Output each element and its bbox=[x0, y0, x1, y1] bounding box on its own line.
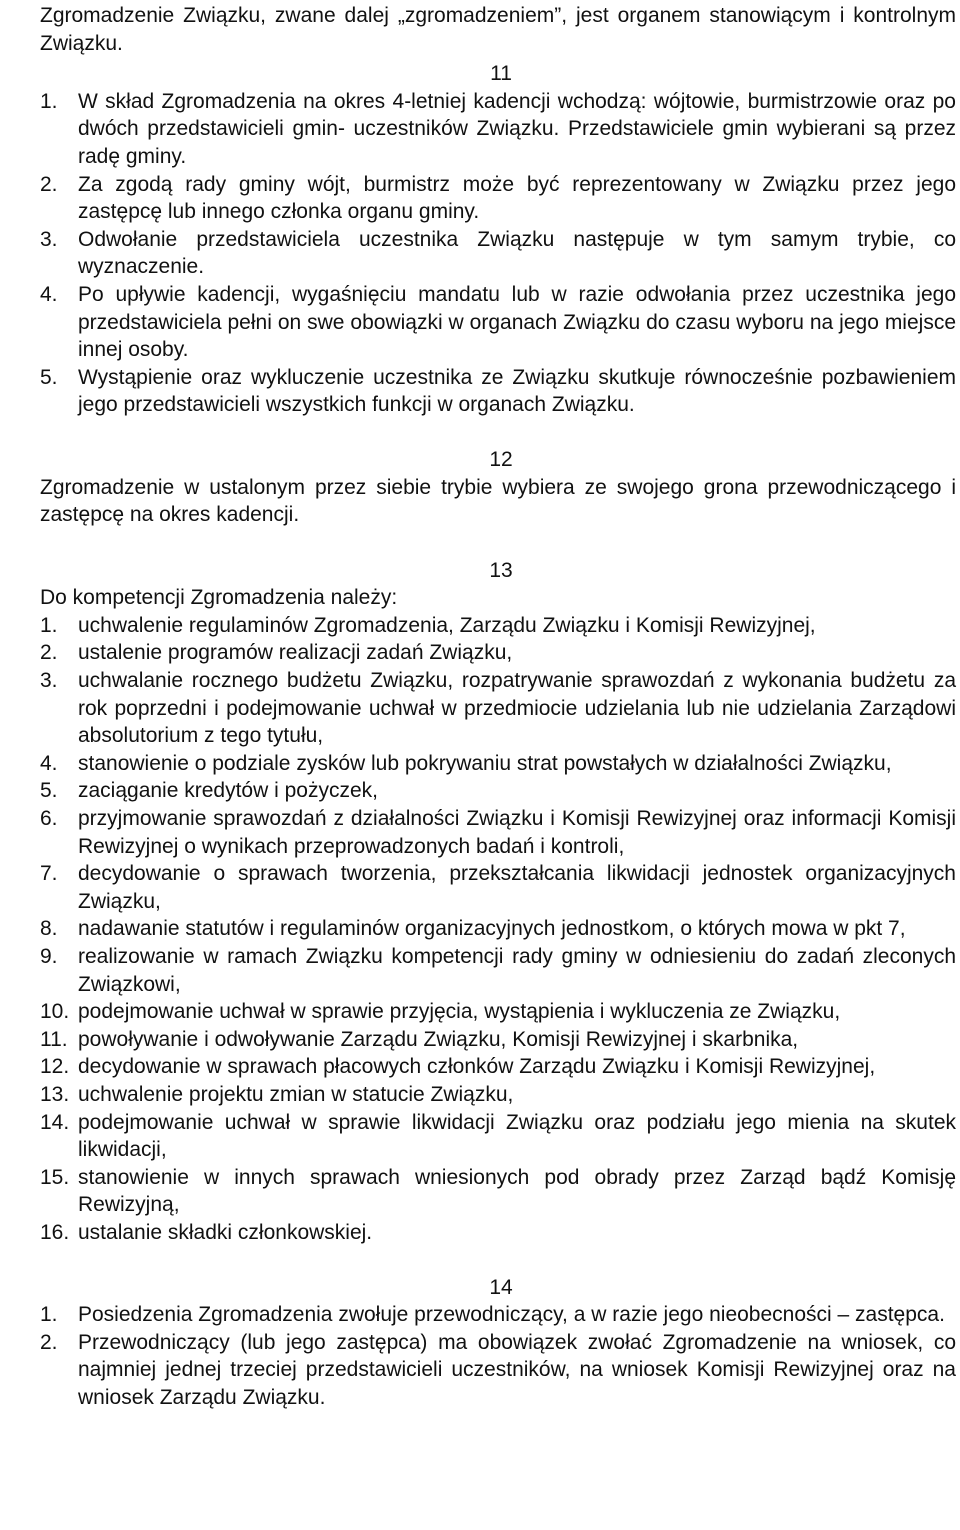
intro-text: Zgromadzenie Związku, zwane dalej „zgromadzeniem”, jest organem stanowiącym i kontrolnym Związku. bbox=[40, 4, 956, 55]
section-heading-12: 12 bbox=[489, 447, 513, 471]
list-item: 14. podejmowanie uchwał w sprawie likwidacji Związku oraz podziału jego mienia na skutek likwidacji, bbox=[40, 1110, 956, 1162]
list-item: 5. zaciąganie kredytów i pożyczek, bbox=[40, 779, 378, 803]
section-14-paragraph: 1. Posiedzenia Zgromadzenia zwołuje przewodniczący, a w razie jego nieobecności – zastępca. bbox=[40, 1303, 945, 1327]
list-item: 10. podejmowanie uchwał w sprawie przyjęcia, wystąpienia i wykluczenia ze Związku, bbox=[40, 1000, 841, 1024]
section-13-lead: Do kompetencji Zgromadzenia należy: bbox=[40, 586, 398, 610]
list-item: 8. nadawanie statutów i regulaminów organizacyjnych jednostkom, o których mowa w pkt 7, bbox=[40, 917, 906, 941]
section-11-paragraph: 5. Wystąpienie oraz wykluczenie uczestnika ze Związku skutkuje równocześnie pozbawieniem jego przedstawicieli wszystkich funkcji w organach Związku. bbox=[40, 365, 956, 417]
section-11-paragraph: 2. Za zgodą rady gminy wójt, burmistrz może być reprezentowany w Związku przez jego zastępcę lub innego członka organu gminy. bbox=[40, 172, 956, 224]
section-11-paragraph: 3. Odwołanie przedstawiciela uczestnika Związku następuje w tym samym trybie, co wyznaczenie. bbox=[40, 227, 956, 279]
section-heading-13: 13 bbox=[489, 558, 513, 582]
section-11-paragraph: 4. Po upływie kadencji, wygaśnięciu mandatu lub w razie odwołania przez uczestnika jego przedstawiciela pełni on swe obowiązki w organach Związku do czasu wyboru na jego miejsce innej osoby. bbox=[40, 282, 956, 362]
section-12-text: Zgromadzenie w ustalonym przez siebie trybie wybiera ze swojego grona przewodniczącego i zastępcę na okres kadencji. bbox=[40, 475, 956, 527]
section-11-paragraph: 1. W skład Zgromadzenia na okres 4-letniej kadencji wchodzą: wójtowie, burmistrzowie oraz po dwóch przedstawicieli gmin- uczestników Związku. Przedstawiciele gmin wybierani są przez radę gminy. bbox=[40, 89, 956, 168]
list-item: 7. decydowanie o sprawach tworzenia, przekształcania likwidacji jednostek organizacyjnych Związku, bbox=[40, 862, 956, 913]
list-item: 9. realizowanie w ramach Związku kompetencji rady gminy w odniesieniu do zadań zleconych Związkowi, bbox=[40, 945, 956, 996]
section-heading-14: 14 bbox=[489, 1275, 513, 1299]
list-item: 11. powoływanie i odwoływanie Zarządu Związku, Komisji Rewizyjnej i skarbnika, bbox=[40, 1027, 799, 1051]
document-page bbox=[0, 2, 960, 1530]
list-item: 12. decydowanie w sprawach płacowych członków Zarządu Związku i Komisji Rewizyjnej, bbox=[40, 1055, 876, 1079]
list-item: 1. uchwalenie regulaminów Zgromadzenia, Zarządu Związku i Komisji Rewizyjnej, bbox=[40, 613, 816, 637]
competence-list bbox=[40, 612, 960, 1247]
list-item: 16. ustalanie składki członkowskiej. bbox=[40, 1220, 373, 1244]
list-item: 2. ustalenie programów realizacji zadań Związku, bbox=[40, 641, 513, 665]
list-item: 6. przyjmowanie sprawozdań z działalności Związku i Komisji Rewizyjnej oraz informacji Komisji Rewizyjnej o wynikach przeprowadzonych badań i kontroli, bbox=[40, 807, 956, 858]
section-14-paragraph: 2. Przewodniczący (lub jego zastępca) ma obowiązek zwołać Zgromadzenie na wniosek, co najmniej jednej trzeciej przedstawicieli uczestników, na wniosek Komisji Rewizyjnej oraz na wniosek Zarządu Związku. bbox=[40, 1330, 956, 1409]
section-heading-11: 11 bbox=[490, 62, 512, 86]
list-item: 4. stanowienie o podziale zysków lub pokrywaniu strat powstałych w działalności Związku, bbox=[40, 751, 892, 775]
list-item: 15. stanowienie w innych sprawach wniesionych pod obrady przez Zarząd bądź Komisję Rewizyjną, bbox=[40, 1165, 956, 1217]
list-item: 13. uchwalenie projektu zmian w statucie Związku, bbox=[40, 1082, 514, 1106]
list-item: 3. uchwalanie rocznego budżetu Związku, rozpatrywanie sprawozdań z wykonania budżetu za rok poprzedni i podejmowanie uchwał w przedmiocie udzielania lub nie udzielania Zarządowi absolutorium z tego tytułu, bbox=[40, 669, 956, 748]
